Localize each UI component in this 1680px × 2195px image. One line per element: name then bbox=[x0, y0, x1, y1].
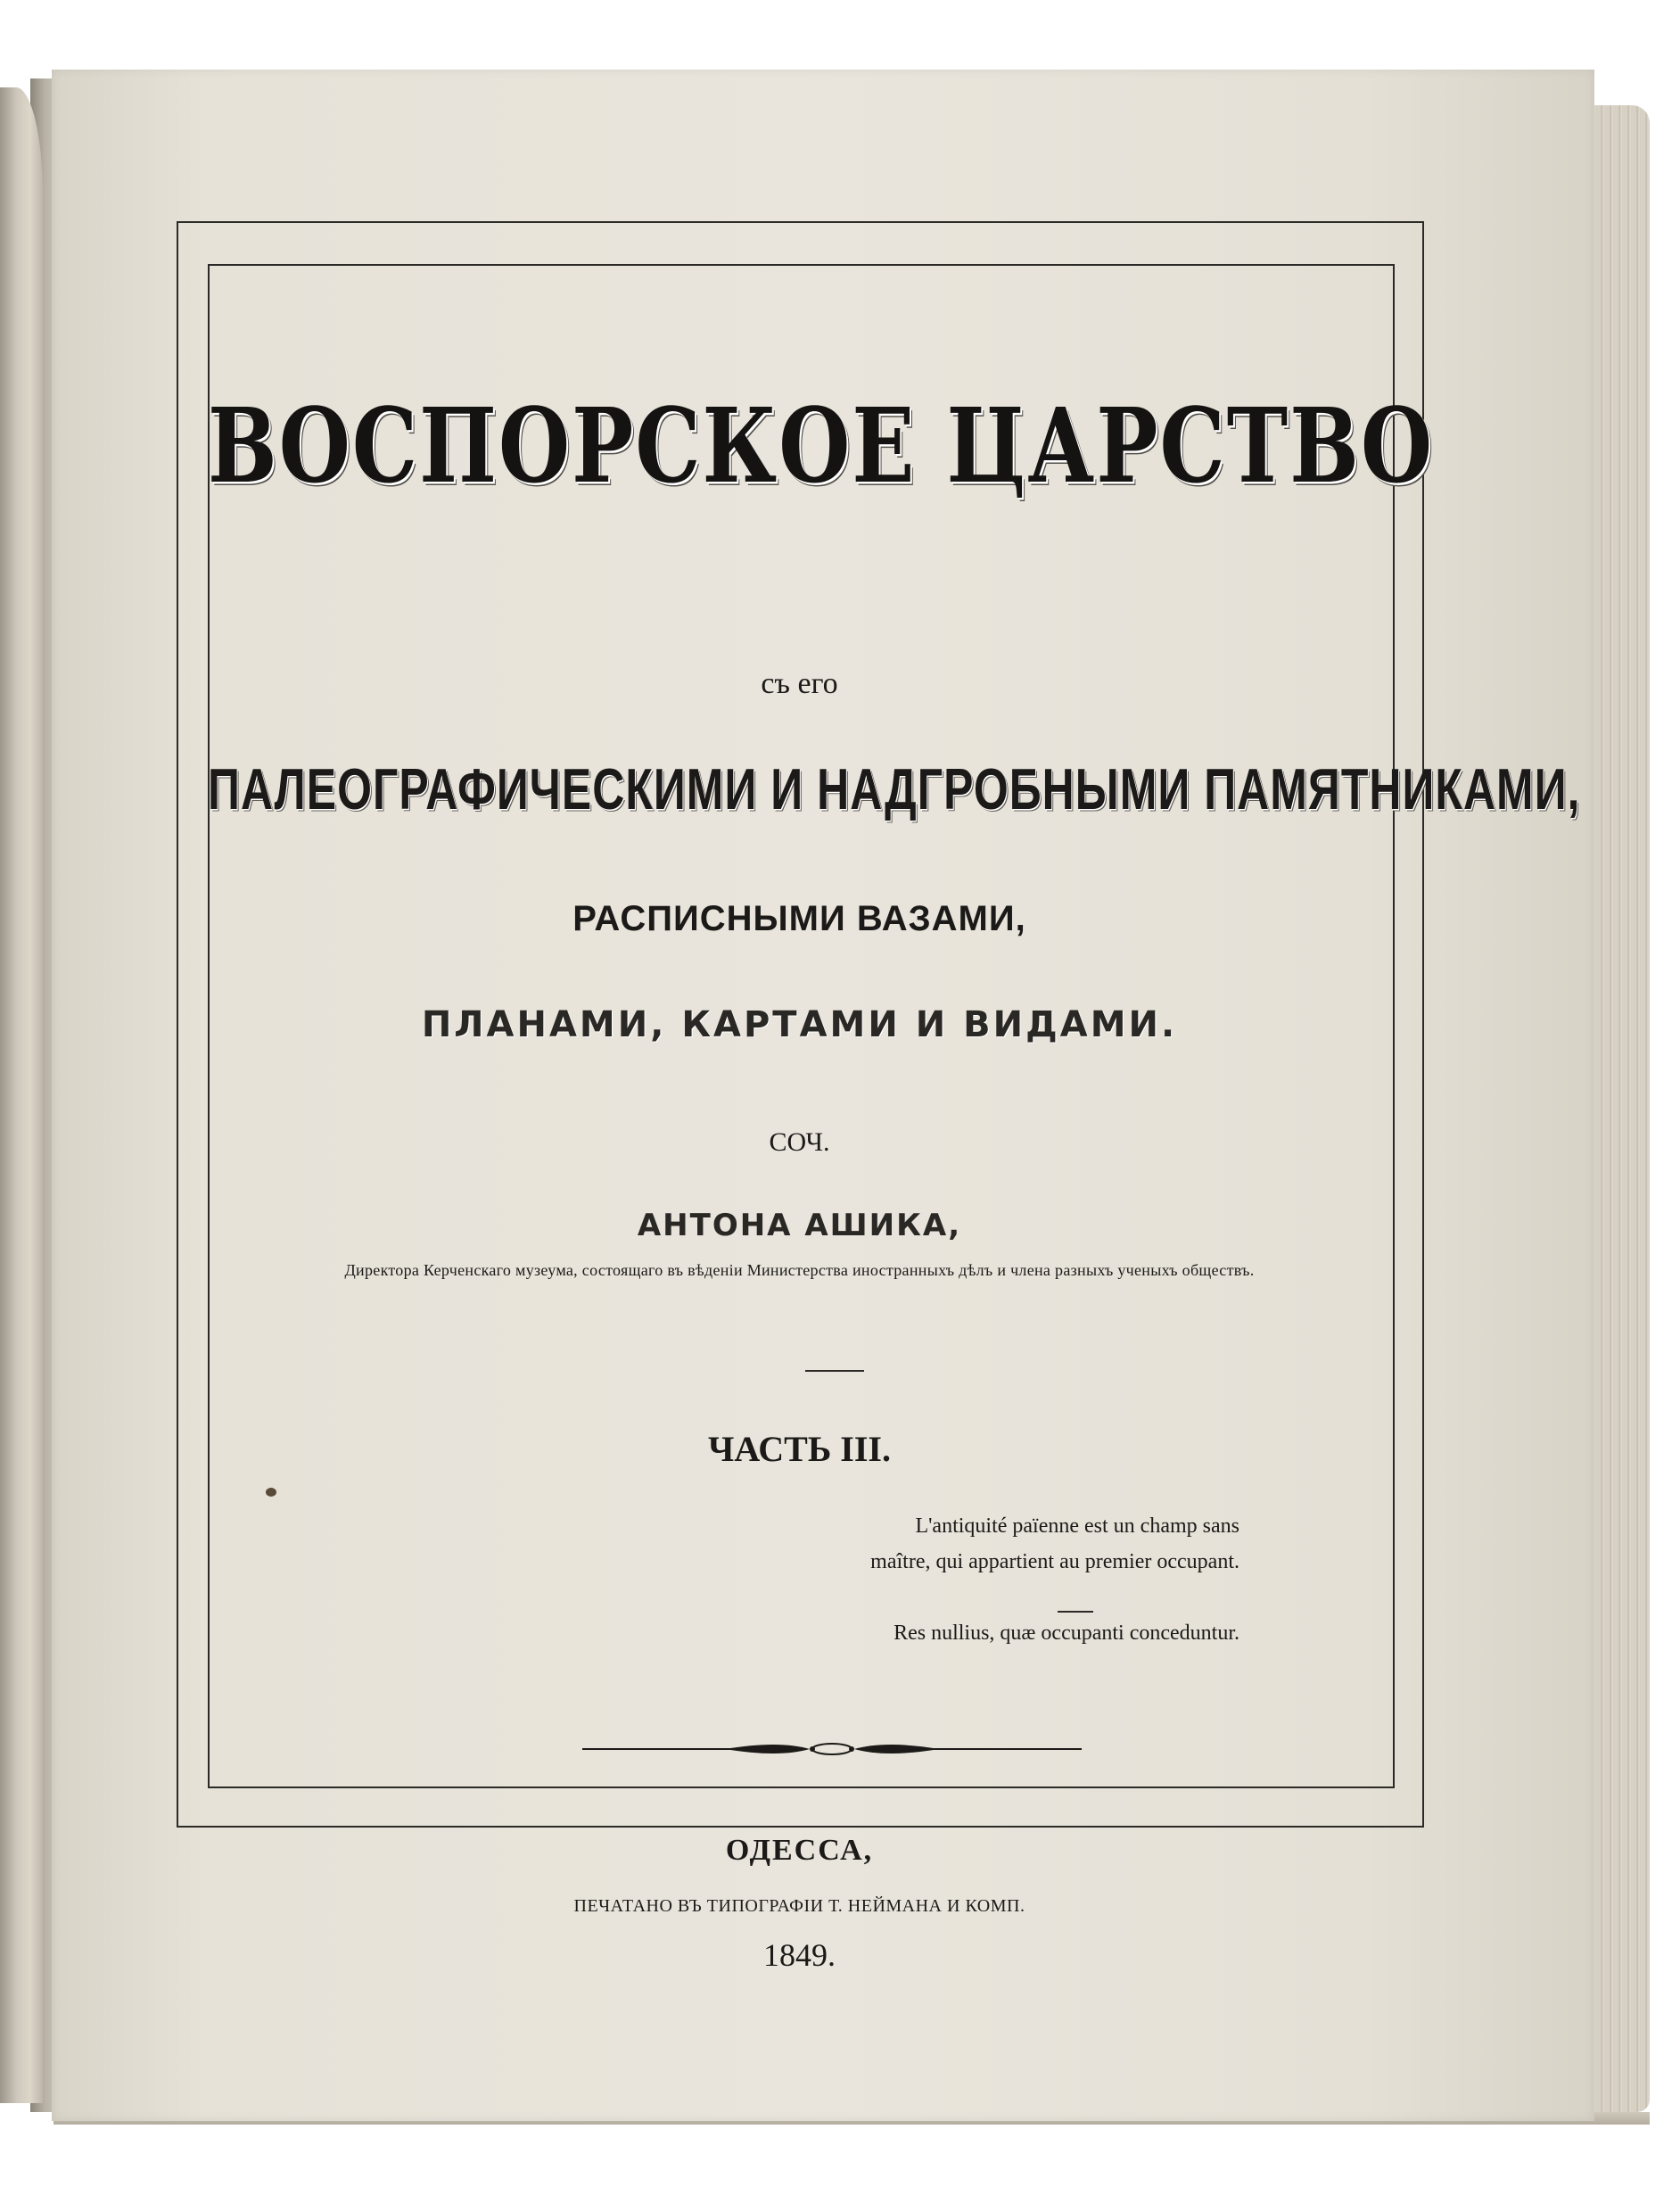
subtitle-line-2: РАСПИСНЫМИ ВАЗАМИ, bbox=[572, 899, 1026, 938]
byline-prefix: СОЧ. bbox=[769, 1127, 830, 1157]
publication-year: 1849. bbox=[763, 1937, 836, 1973]
epigraph-latin: Res nullius, quæ occupanti conceduntur. bbox=[894, 1621, 1239, 1645]
part-number: ЧАСТЬ III. bbox=[708, 1429, 891, 1469]
title-page-content bbox=[208, 264, 1581, 1973]
epigraph-french-line-2: maître, qui appartient au premier occupant. bbox=[870, 1550, 1239, 1573]
book-title: ВОСПОРСКОЕ ЦАРСТВО bbox=[208, 385, 1435, 507]
publication-city: ОДЕССА, bbox=[725, 1834, 874, 1867]
subtitle-line-1: ПАЛЕОГРАФИЧЕСКИМИ И НАДГРОБНЫМИ ПАМЯТНИКАМИ, bbox=[208, 756, 1581, 822]
author-credentials: Директора Керченскаго музеума, состоящаго въ вѣденіи Министерства иностранныхъ дѣлъ и члена разныхъ ученыхъ обществъ. bbox=[344, 1261, 1255, 1279]
page-stack-edge bbox=[1587, 105, 1650, 2112]
epigraph-divider bbox=[1058, 1611, 1093, 1613]
printer-line: ПЕЧАТАНО ВЪ ТИПОГРАФІИ Т. НЕЙМАНА И КОМП. bbox=[573, 1896, 1025, 1916]
left-page-edge bbox=[0, 87, 43, 2103]
title-connector: съ его bbox=[761, 667, 838, 700]
divider-rule bbox=[805, 1370, 864, 1372]
title-page bbox=[52, 70, 1594, 2121]
author-name: АНТОНА АШИКА, bbox=[637, 1208, 962, 1243]
ornamental-rule bbox=[582, 1731, 1082, 1767]
epigraph-french-line-1: L'antiquité païenne est un champ sans bbox=[915, 1514, 1239, 1538]
open-book bbox=[0, 70, 1680, 2130]
epigraph-french bbox=[776, 1508, 1239, 1580]
subtitle-line-3: ПЛАНАМИ, КАРТАМИ И ВИДАМИ. bbox=[421, 1004, 1178, 1045]
